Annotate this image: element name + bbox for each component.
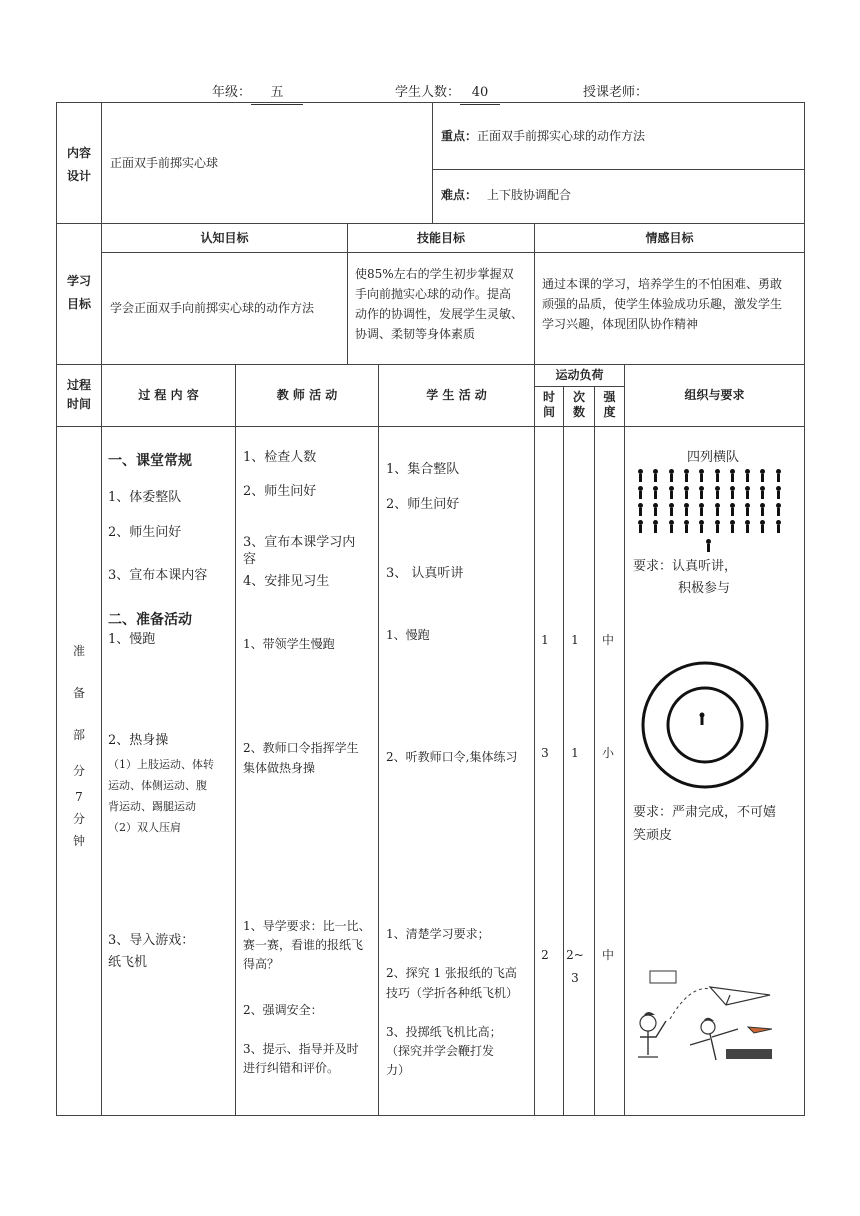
skill-goal-line: 手向前抛实心球的动作。提高 [355,287,512,301]
lesson-topic: 正面双手前掷实心球 [110,156,219,170]
teacher-activity-line: 赛一赛，看谁的报纸飞 [243,938,364,952]
requirement-2-line: 要求：严肃完成，不可嬉 [633,805,777,820]
routine-item: 1、体委整队 [108,490,182,505]
load-time-header [535,390,563,420]
formation-title: 四列横队 [687,450,740,465]
load-count-header-1: 次 [572,390,585,404]
load-intensity-header [595,390,624,420]
phase-char: 分 [72,764,85,778]
requirement-2-line: 笑顽皮 [633,828,673,843]
affective-header: 情感目标 [645,231,694,245]
teacher-activity [243,534,355,568]
student-activity-header: 学 生 活 动 [426,388,487,402]
student-figure [638,520,643,533]
teacher-figure-body [701,717,704,725]
teacher-activity: 2、强调安全： [243,1003,323,1017]
student-activity [386,1023,502,1080]
teacher-figure-head [700,713,705,718]
student-figure [760,469,765,482]
student-figure [684,503,689,516]
phase-char: 部 [72,728,85,742]
student-figure [776,520,781,533]
student-figure [653,469,658,482]
teacher-activity [243,738,359,778]
routine-title: 一、课堂常规 [108,453,192,469]
formation-diagram [632,467,792,555]
phase-char: 备 [72,686,85,700]
phase-char: 准 [72,644,85,658]
student-figure [760,520,765,533]
requirement-1-line: 积极参与 [678,581,731,596]
teacher-label: 授课老师： [583,85,649,100]
student-figure [653,503,658,516]
difficulty-label: 难点： [441,188,478,202]
routine-item: 2、师生问好 [108,525,182,540]
student-figure [684,520,689,533]
teacher-activity: 4、安排见习生 [243,574,330,589]
student-activity: 1、清楚学习要求； [386,927,490,941]
cognitive-goal: 学会正面双手向前掷实心球的动作方法 [110,301,315,315]
content-header: 过 程 内 容 [138,388,199,402]
load-count-line: 3 [571,971,579,985]
load-intensity-header-1: 强 [603,390,616,404]
student-figure [669,520,674,533]
grade-value: 五 [251,82,303,105]
students-value: 40 [460,82,500,105]
student-figure [638,486,643,499]
student-activity-line: 2、探究 1 张报纸的飞高 [386,966,517,980]
load-intensity: 中 [601,633,614,647]
student-activity-line: （探究并学会鞭打发 [386,1044,495,1058]
skill-header: 技能目标 [416,231,465,245]
teacher-activity: 1、带领学生慢跑 [243,637,335,651]
student-figure [730,503,735,516]
grade-label: 年级： [212,85,252,100]
student-figure [715,469,720,482]
content-design-label [57,144,101,186]
teacher-activity-line: 3、提示、指导并及时 [243,1042,359,1056]
student-figure [715,503,720,516]
phase-char: 7 [75,790,83,804]
exercise-detail-line: （1）上肢运动、体转 [108,758,214,771]
skill-goal-line: 协调、柔韧等身体素质 [355,327,476,341]
student-figure [684,469,689,482]
teacher-activity-line: 进行纠错和评价。 [243,1061,340,1075]
load-time-header-2: 间 [542,405,555,419]
skill-goal-line: 动作的协调性，发展学生灵敏、 [355,307,524,321]
affective-goal-line: 通过本课的学习，培养学生的不怕困难、勇敢 [542,277,783,291]
students-label: 学生人数： [395,85,461,100]
exercise-detail [108,754,214,838]
student-figure [715,486,720,499]
teacher-activity: 1、检查人数 [243,450,317,465]
jog-item: 1、慢跑 [108,632,156,647]
student-figure [776,469,781,482]
load-time-header-1: 时 [542,390,555,404]
student-figure [730,520,735,533]
requirement-1-line: 要求：认真听讲， [633,559,738,574]
teacher-activity-line: 容 [243,552,257,567]
student-figure [669,486,674,499]
load-count [564,944,586,990]
student-figure [730,486,735,499]
student-figure [776,503,781,516]
student-figure [730,469,735,482]
student-figure [760,503,765,516]
phase-label [57,630,101,852]
student-figure [715,520,720,533]
load-time: 3 [541,746,549,760]
student-activity: 3、 认真听讲 [386,566,464,581]
cognitive-header: 认知目标 [200,231,249,245]
student-figure [760,486,765,499]
exercise-detail-line: 运动、体侧运动、腹 [108,779,207,792]
student-figure [745,486,750,499]
student-figure [653,520,658,533]
load-time: 1 [541,633,549,647]
student-figure [669,469,674,482]
objectives-label [57,272,101,314]
student-activity: 1、慢跑 [386,628,430,642]
difficulty-text: 上下肢协调配合 [487,188,572,202]
student-activity: 2、听教师口令,集体练习 [386,750,518,764]
teacher-activity-line: 3、宣布本课学习内 [243,535,356,550]
student-activity-line: 力） [386,1063,411,1077]
routine-item: 3、宣布本课内容 [108,568,208,583]
process-time-header-1: 过程 [66,378,91,392]
load-count: 1 [571,633,579,647]
objectives-label-1: 学习 [66,274,91,288]
phase-char: 分 [72,812,85,826]
load-intensity: 中 [601,948,614,962]
load-count: 1 [571,746,579,760]
teacher-activity-header: 教 师 活 动 [276,388,338,402]
exercise-item: 2、热身操 [108,733,169,748]
student-figure [684,486,689,499]
student-figure [699,469,704,482]
teacher-activity: 2、师生问好 [243,484,317,499]
requirement-1 [633,556,737,600]
skill-goal [355,264,523,344]
affective-goal-line: 顽强的品质，使学生体验成功乐趣，激发学生 [542,297,783,311]
teacher-activity-line: 集体做热身操 [243,761,316,775]
process-time-header [57,376,101,414]
paper-plane-illustration [630,965,780,1070]
student-figure [745,469,750,482]
student-activity-line: 3、投掷纸飞机比高； [386,1025,502,1039]
inner-track-circle [668,688,742,762]
student-figure [745,520,750,533]
exercise-detail-line: 背运动、踢腿运动 [108,800,196,813]
load-count-header-2: 数 [572,405,585,419]
game-item [108,930,194,974]
student-activity-line: 技巧（学折各种纸飞机） [386,986,519,1000]
load-count-header [564,390,594,420]
affective-goal [542,274,782,334]
key-point-label: 重点： [441,129,478,143]
warmup-title: 二、准备活动 [108,612,192,628]
student-figure [699,486,704,499]
student-activity: 1、集合整队 [386,462,460,477]
outer-track-circle [643,663,767,787]
key-point-text: 正面双手前掷实心球的动作方法 [477,129,646,143]
objectives-label-2: 目标 [66,297,91,311]
exercise-detail-line: （2）双人压肩 [108,821,181,834]
phase-char: 钟 [72,834,85,848]
requirement-2 [633,801,776,847]
load-count-line: 2~ [566,948,584,962]
game-item-line: 纸飞机 [108,955,148,970]
load-intensity-header-2: 度 [603,405,616,419]
organization-header: 组织与要求 [684,388,745,402]
student-figure [699,520,704,533]
teacher-activity-line: 得高？ [243,957,280,971]
student-figure [653,486,658,499]
student-figure [669,503,674,516]
process-time-header-2: 时间 [66,397,91,411]
game-item-line: 3、导入游戏： [108,933,195,948]
difficulty [441,186,571,205]
student-activity [386,963,518,1003]
teacher-activity-line: 1、导学要求：比一比、 [243,919,371,933]
student-figure [638,469,643,482]
affective-goal-line: 学习兴趣，体现团队协作精神 [542,317,699,331]
content-design-label-1: 内容 [66,146,91,160]
running-track-diagram [640,660,770,790]
exercise-load-header: 运动负荷 [555,368,604,382]
student-activity: 2、师生问好 [386,497,460,512]
student-figure [776,486,781,499]
teacher-activity [243,1040,359,1078]
student-figure [745,503,750,516]
key-point [441,127,645,146]
load-time: 2 [541,948,549,962]
teacher-figure [706,539,711,552]
load-intensity: 小 [601,746,614,760]
teacher-activity-line: 2、教师口令指挥学生 [243,741,359,755]
content-design-label-2: 设计 [66,169,91,183]
student-figure [699,503,704,516]
skill-goal-line: 使85%左右的学生初步掌握双 [355,267,514,281]
student-figure [638,503,643,516]
teacher-activity [243,917,371,974]
